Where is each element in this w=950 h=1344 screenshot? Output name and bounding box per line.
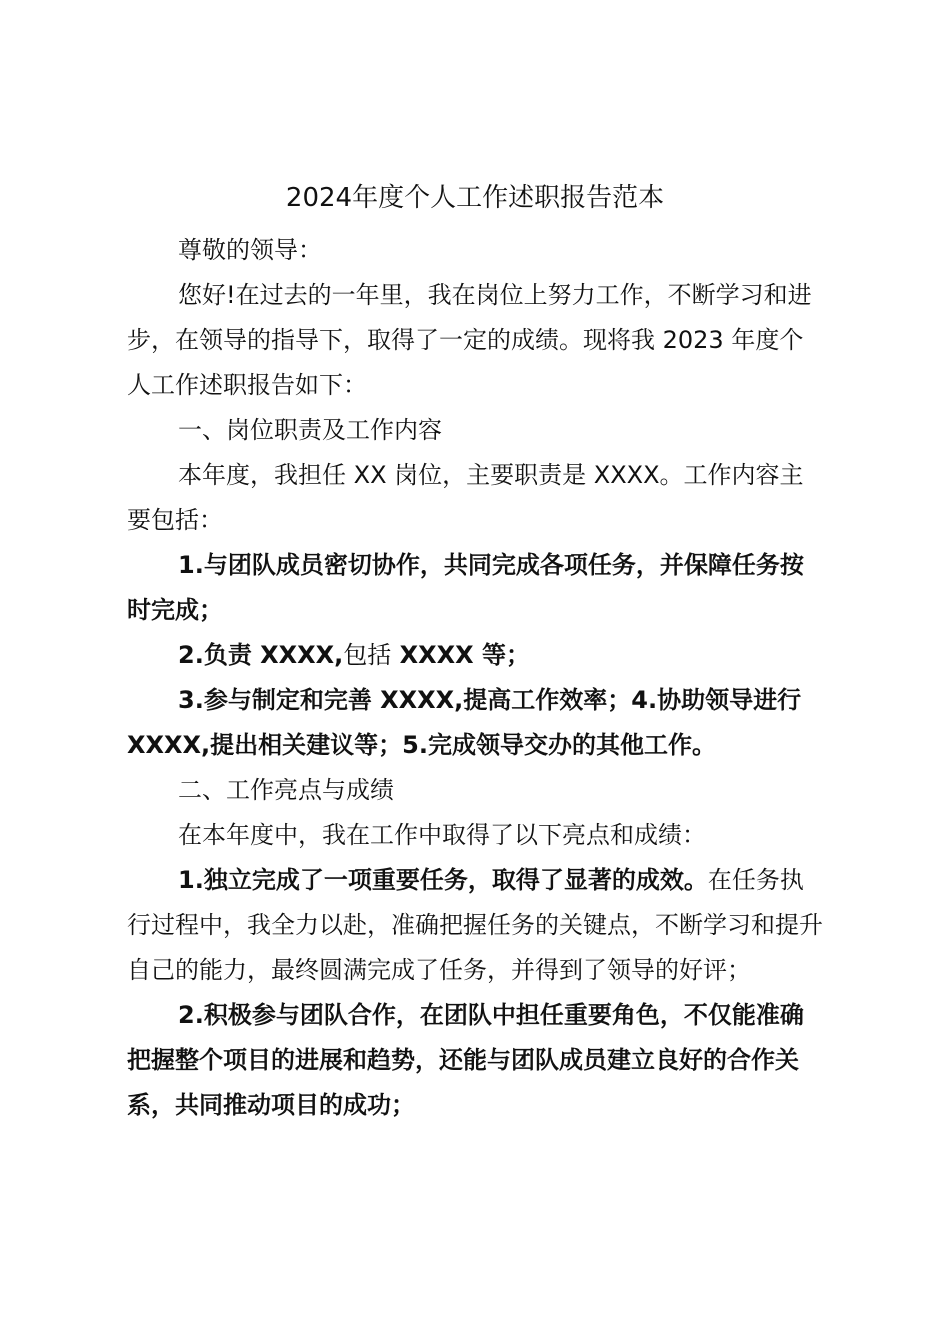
- intro-paragraph: 您好!在过去的一年里，我在岗位上努力工作，不断学习和进步，在领导的指导下，取得了一定的成绩。现将我 2023 年度个人工作述职报告如下：: [127, 281, 812, 399]
- duty-item-2-part1: 2.负责 XXXX,: [178, 641, 344, 669]
- highlight-item-2: 2.积极参与团队合作，在团队中担任重要角色，不仅能准确把握整个项目的进展和趋势，还能与团队成员建立良好的合作关系，共同推动项目的成功；: [127, 1001, 804, 1119]
- document-title: 2024年度个人工作述职报告范本: [285, 183, 665, 213]
- section2-intro: 在本年度中，我在工作中取得了以下亮点和成绩：: [178, 821, 706, 849]
- duty-item-3: 3.参与制定和完善 XXXX,提高工作效率；4.协助领导进行 XXXX,提出相关建议等；5.完成领导交办的其他工作。: [127, 686, 802, 759]
- highlight-item-1: [127, 858, 827, 993]
- duty-item-2-part2: 包括: [343, 641, 392, 669]
- salutation: 尊敬的领导：: [178, 236, 322, 264]
- duty-item-1: 1.与团队成员密切协作，共同完成各项任务，并保障任务按时完成；: [127, 551, 804, 624]
- duty-item-2: [127, 633, 827, 678]
- section1-heading: 一、岗位职责及工作内容: [178, 416, 442, 444]
- section2-heading: 二、工作亮点与成绩: [178, 776, 394, 804]
- section1-intro: 本年度，我担任 XX 岗位，主要职责是 XXXX。工作内容主要包括：: [127, 461, 804, 534]
- highlight-item-1-bold: 1.独立完成了一项重要任务，取得了显著的成效。: [178, 866, 708, 894]
- duty-item-2-part3: XXXX 等；: [391, 641, 531, 669]
- highlight-item-1-text: 在任务执行过程中，我全力以赴，准确把握任务的关键点，不断学习和提升自己的能力，最终圆满完成了任务，并得到了领导的好评；: [127, 866, 823, 984]
- document-body: [127, 228, 827, 1128]
